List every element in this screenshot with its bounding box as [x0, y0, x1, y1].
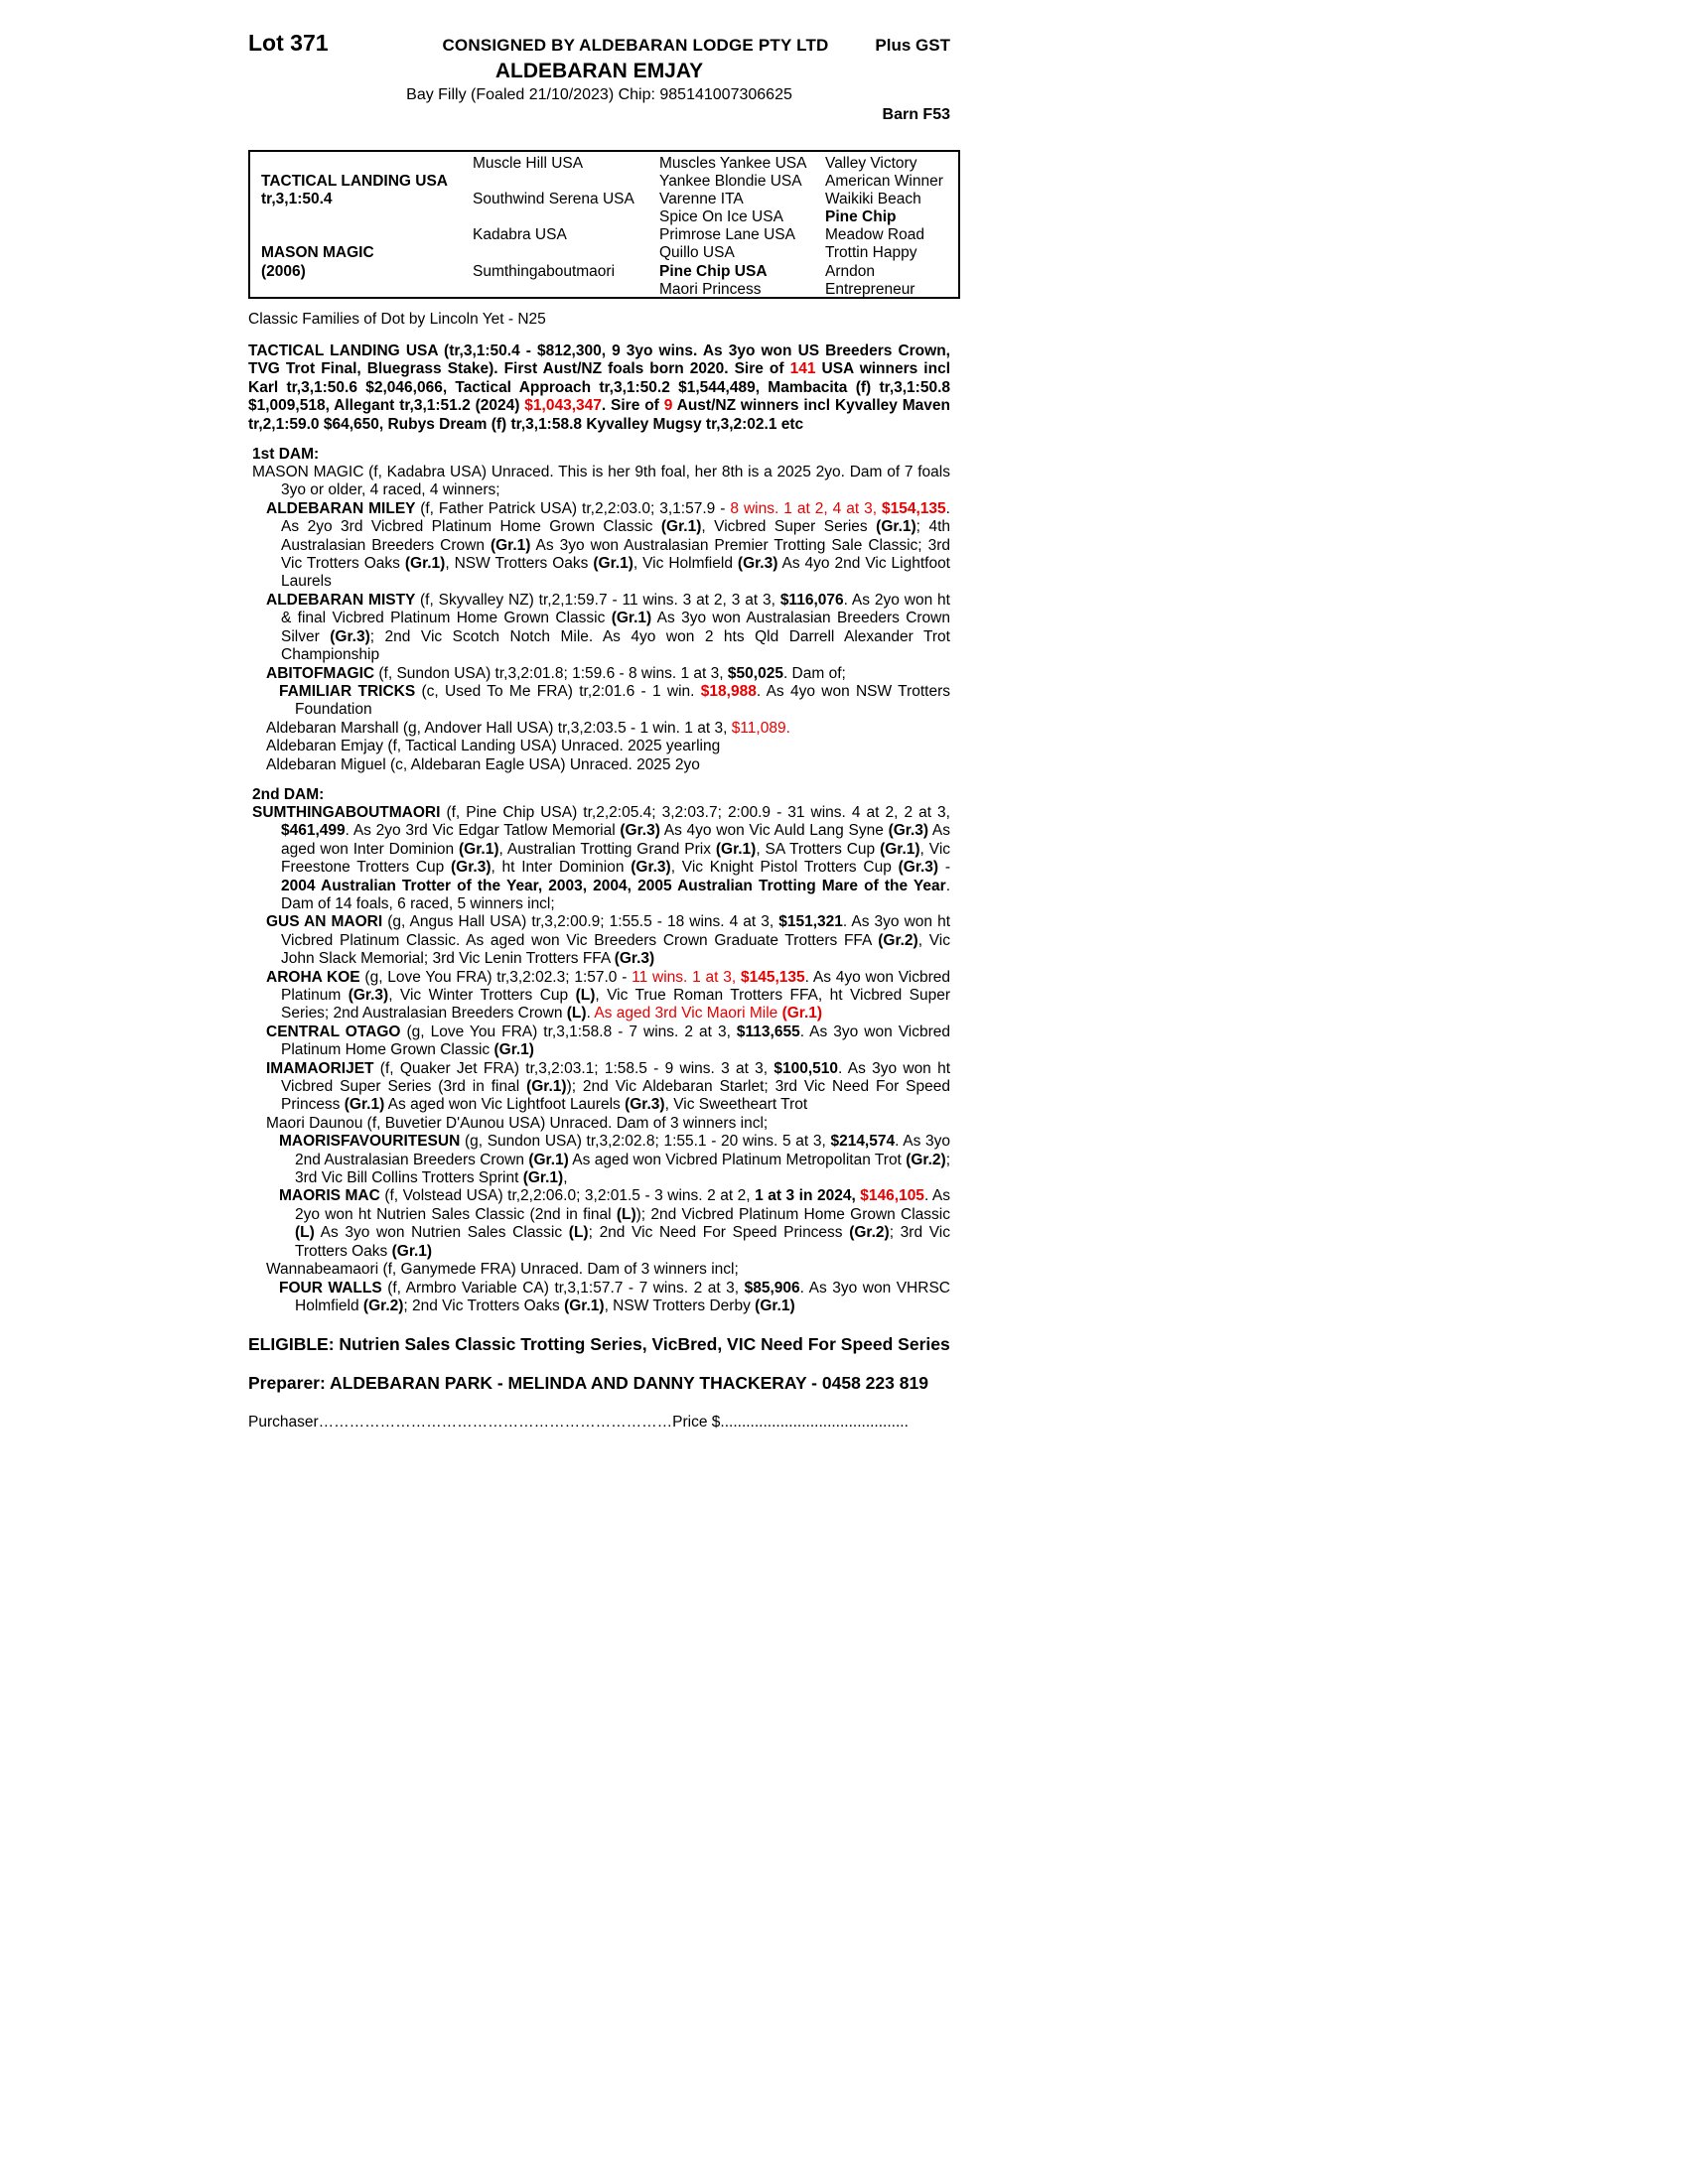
text-segment: , ht Inter Dominion: [491, 859, 632, 877]
text-segment: (Gr.1): [528, 1151, 569, 1168]
text-segment: 11 wins. 1 at 3,: [632, 968, 741, 986]
horse-name: ALDEBARAN EMJAY: [494, 60, 704, 82]
text-segment: (L): [295, 1224, 315, 1242]
text-segment: (Gr.1): [660, 518, 702, 536]
text-segment: $214,574: [830, 1133, 896, 1151]
pedigree-cell: Quillo USA: [659, 244, 735, 262]
text-segment: (Gr.3): [898, 859, 939, 877]
text-segment: (Gr.1): [876, 518, 916, 536]
progeny-entry: [248, 738, 950, 755]
text-segment: $18,988: [700, 682, 757, 700]
text-segment: (Gr.1): [344, 1096, 385, 1114]
text-segment: $50,025: [727, 664, 783, 682]
text-segment: (Gr.3): [330, 627, 370, 645]
text-segment: . As 4yo won Vicbred Platinum: [281, 968, 950, 1004]
text-segment: (Gr.1): [880, 840, 920, 858]
text-segment: IMAMAORIJET: [266, 1059, 380, 1077]
text-segment: , SA Trotters Cup: [756, 840, 881, 858]
text-segment: , Vic Freestone Trotters Cup: [281, 840, 951, 877]
text-segment: TACTICAL LANDING USA (tr,3,1:50.4 - $812,300, 9 3yo wins. As 3yo won US Breeders Crown, TVG Trot Final, Bluegrass Stake). First Aust/NZ foals born 2020. Sire of: [248, 342, 950, 378]
pedigree-table: [248, 150, 960, 299]
text-segment: As aged won Vicbred Platinum Metropolitan Trot: [568, 1151, 907, 1168]
pedigree-cell: Yankee Blondie USA: [659, 173, 802, 191]
progeny-entry: [248, 1280, 950, 1316]
first-dam-heading: 1st DAM:: [252, 446, 320, 464]
text-segment: SUMTHINGABOUTMAORI: [252, 803, 447, 821]
text-segment: . As 3yo won VHRSC Holmfield: [295, 1279, 950, 1314]
text-segment: Aldebaran Emjay (f, Tactical Landing USA) Unraced. 2025 yearling: [266, 738, 721, 755]
pedigree-cell: TACTICAL LANDING USA: [261, 173, 448, 191]
text-segment: AROHA KOE: [266, 968, 365, 986]
text-segment: (Gr.3): [625, 1096, 665, 1114]
text-segment: 2004 Australian Trotter of the Year, 2003, 2004, 2005 Australian Trotting Mare of the Year: [281, 877, 946, 894]
text-segment: $113,655: [736, 1023, 800, 1040]
text-segment: (Gr.3): [631, 859, 671, 877]
text-segment: . As 2yo won ht Nutrien Sales Classic (2nd in final: [295, 1187, 950, 1223]
pedigree-generation-2: [473, 155, 634, 299]
text-segment: , Vic True Roman Trotters FFA, ht Vicbred Super Series; 2nd Australasian Breeders Crown: [281, 987, 950, 1023]
text-segment: (Gr.1): [526, 1078, 567, 1096]
pedigree-cell: [473, 244, 634, 262]
progeny-entry: [248, 1060, 950, 1115]
pedigree-cell: Kadabra USA: [473, 226, 567, 244]
text-segment: . As 4yo won NSW Trotters Foundation: [295, 682, 950, 719]
second-dam-heading: 2nd DAM:: [252, 785, 325, 803]
text-segment: -: [938, 859, 951, 877]
text-segment: $145,135: [740, 968, 805, 986]
text-segment: . As 3yo won ht Vicbred Super Series (3rd in final: [281, 1059, 951, 1096]
text-segment: As aged 3rd Vic Maori Mile: [594, 1005, 782, 1023]
text-segment: 141: [789, 360, 816, 378]
text-segment: As 3yo won Australasian Breeders Crown Silver: [281, 610, 950, 645]
dam-entry: [248, 464, 950, 500]
text-segment: $146,105: [860, 1187, 924, 1205]
progeny-entry: [248, 720, 950, 738]
text-segment: (L): [568, 1224, 589, 1242]
text-segment: ); 2nd Vicbred Platinum Home Grown Classic: [635, 1205, 950, 1223]
gst-note: Plus GST: [875, 36, 950, 55]
text-segment: $461,499: [281, 822, 346, 840]
text-segment: 8 wins. 1 at 2, 4 at 3,: [730, 499, 883, 517]
text-segment: ALDEBARAN MISTY: [266, 591, 420, 609]
text-segment: $100,510: [774, 1059, 839, 1077]
text-segment: ; 2nd Vic Scotch Notch Mile. As 4yo won 2 hts Qld Darrell Alexander Trot Championship: [281, 627, 950, 664]
text-segment: (Gr.3): [614, 950, 655, 968]
text-segment: CENTRAL OTAGO: [266, 1023, 407, 1040]
purchaser-dotted-leader: ……………………………………………………………: [318, 1414, 673, 1432]
text-segment: (Gr.1): [404, 555, 446, 573]
pedigree-cell: Entrepreneur: [825, 280, 915, 298]
progeny-entry: [248, 665, 950, 683]
text-segment: ELIGIBLE: Nutrien Sales Classic Trotting Series, VicBred, VIC Need For Speed Series: [248, 1334, 950, 1355]
text-segment: , Vic Holmfield: [633, 555, 738, 573]
text-segment: 9: [663, 397, 673, 415]
text-segment: . Dam of;: [782, 664, 846, 682]
progeny-entry: [248, 1187, 950, 1261]
progeny-entry: [248, 969, 950, 1024]
pedigree-cell: Maori Princess: [659, 280, 762, 298]
text-segment: MAORIS MAC: [279, 1187, 385, 1205]
text-segment: (Gr.1): [564, 1297, 605, 1314]
eligibility-statement: [248, 1333, 950, 1355]
text-segment: , Vic Winter Trotters Cup: [388, 987, 576, 1004]
text-segment: , Vicbred Super Series: [701, 518, 877, 536]
pedigree-cell: [473, 208, 634, 226]
text-segment: (f, Pine Chip USA) tr,2,2:05.4; 3,2:03.7; 2:00.9 - 31 wins. 4 at 2, 2 at 3,: [446, 803, 950, 821]
lot-number: Lot 371: [248, 30, 329, 56]
text-segment: (Gr.3): [737, 555, 778, 573]
text-segment: $85,906: [744, 1279, 800, 1297]
pedigree-cell: Southwind Serena USA: [473, 191, 634, 208]
text-segment: (f, Skyvalley NZ) tr,2,1:59.7 - 11 wins. 3 at 2, 3 at 3,: [419, 591, 780, 609]
foal-description: Bay Filly (Foaled 21/10/2023) Chip: 985141007306625: [406, 86, 792, 103]
pedigree-cell: (2006): [261, 262, 306, 280]
text-segment: (g, Angus Hall USA) tr,3,2:00.9; 1:55.5 - 18 wins. 4 at 3,: [387, 913, 779, 931]
pedigree-cell: Muscle Hill USA: [473, 155, 584, 172]
text-segment: ; 4th Australasian Breeders Crown: [281, 518, 950, 554]
text-segment: . As 3yo won ht Vicbred Platinum Classic. As aged won Vic Breeders Crown Graduate Trotters FFA: [281, 913, 951, 949]
consignor-line: CONSIGNED BY ALDEBARAN LODGE PTY LTD: [442, 36, 829, 55]
progeny-entry: [248, 913, 950, 968]
text-segment: As 4yo 2nd Vic Lightfoot Laurels: [281, 555, 950, 591]
pedigree-cell: Varenne ITA: [659, 191, 744, 208]
pedigree-generation-4: [825, 155, 943, 299]
barn-number: Barn F53: [882, 106, 950, 123]
text-segment: Wannabeamaori (f, Ganymede FRA) Unraced. Dam of 3 winners incl;: [266, 1261, 739, 1279]
header: [248, 30, 950, 57]
text-segment: (Gr.2): [878, 931, 918, 949]
progeny-entry: [248, 756, 950, 774]
text-segment: As aged won Vic Lightfoot Laurels: [384, 1096, 626, 1114]
text-segment: . Dam of 14 foals, 6 raced, 5 winners incl;: [281, 877, 950, 912]
pedigree-cell: tr,3,1:50.4: [261, 191, 333, 208]
text-segment: (f, Armbro Variable CA) tr,3,1:57.7 - 7 wins. 2 at 3,: [387, 1279, 745, 1297]
text-segment: Aust/NZ winners incl Kyvalley Maven tr,2,1:59.0 $64,650, Rubys Dream (f) tr,3,1:58.8 Kyvalley Mugsy tr,3,2:02.1 etc: [248, 397, 950, 433]
text-segment: ; 3rd Vic Trotters Oaks: [295, 1224, 950, 1260]
pedigree-cell: Trottin Happy: [825, 244, 917, 262]
text-segment: (Gr.3): [620, 822, 660, 840]
pedigree-cell: Spice On Ice USA: [659, 208, 783, 226]
pedigree-cell: Muscles Yankee USA: [659, 155, 807, 172]
price-label: Price $: [672, 1414, 721, 1432]
pedigree-generation-3: [659, 155, 806, 299]
text-segment: (f, Sundon USA) tr,3,2:01.8; 1:59.6 - 8 wins. 1 at 3,: [378, 664, 728, 682]
text-segment: $11,089.: [731, 719, 790, 737]
pedigree-cell: [473, 173, 634, 191]
pedigree-cell: [473, 281, 634, 299]
text-segment: (Gr.1): [593, 555, 633, 573]
family-note: Classic Families of Dot by Lincoln Yet - N25: [248, 311, 546, 328]
sire-summary-paragraph: [248, 342, 950, 434]
text-segment: , Australian Trotting Grand Prix: [498, 840, 716, 858]
text-segment: (Gr.3): [348, 987, 389, 1004]
text-segment: (Gr.2): [362, 1297, 404, 1314]
text-segment: ); 2nd Vic Aldebaran Starlet; 3rd Vic Need For Speed Princess: [281, 1078, 950, 1114]
text-segment: , Vic Sweetheart Trot: [664, 1096, 808, 1114]
text-segment: (g, Love You FRA) tr,3,1:58.8 - 7 wins. 2 at 3,: [406, 1023, 737, 1040]
text-segment: $151,321: [778, 913, 843, 931]
text-segment: (g, Sundon USA) tr,3,2:02.8; 1:55.1 - 20 wins. 5 at 3,: [464, 1133, 831, 1151]
text-segment: (Gr.1): [459, 840, 499, 858]
text-segment: (Gr.1): [391, 1242, 433, 1260]
text-segment: .: [586, 1005, 595, 1023]
text-segment: MAORISFAVOURITESUN: [279, 1133, 465, 1151]
pedigree-cell: Primrose Lane USA: [659, 226, 795, 244]
text-segment: FOUR WALLS: [279, 1279, 388, 1297]
pedigree-cell: Waikiki Beach: [825, 191, 921, 208]
text-segment: . As 3yo 2nd Australasian Breeders Crown: [295, 1133, 950, 1168]
lot-content: [248, 30, 950, 1432]
progeny-entry: [248, 500, 950, 592]
progeny-entry: [248, 1261, 950, 1279]
pedigree-cell: Pine Chip: [825, 208, 897, 226]
text-segment: $1,043,347: [524, 397, 602, 415]
progeny-entry: [248, 1024, 950, 1060]
text-segment: (Gr.1): [490, 536, 531, 554]
text-segment: . Sire of: [601, 397, 664, 415]
text-segment: (f, Volstead USA) tr,2,2:06.0; 3,2:01.5 - 3 wins. 2 at 2,: [384, 1187, 756, 1205]
text-segment: Aldebaran Miguel (c, Aldebaran Eagle USA) Unraced. 2025 2yo: [266, 755, 700, 773]
text-segment: As 4yo won Vic Auld Lang Syne: [659, 822, 889, 840]
text-segment: (Gr.2): [849, 1224, 890, 1242]
text-segment: (Gr.1): [755, 1297, 795, 1314]
pedigree-cell: [261, 208, 448, 226]
text-segment: (Gr.1): [611, 610, 652, 627]
text-segment: ABITOFMAGIC: [266, 664, 379, 682]
text-segment: . As 2yo 3rd Vicbred Platinum Home Grown Classic: [281, 499, 950, 536]
text-segment: (f, Father Patrick USA) tr,2,2:03.0; 3,1:57.9 -: [420, 499, 731, 517]
text-segment: Maori Daunou (f, Buvetier D'Aunou USA) Unraced. Dam of 3 winners incl;: [266, 1114, 769, 1132]
text-segment: ; 2nd Vic Need For Speed Princess: [588, 1224, 850, 1242]
text-segment: (L): [575, 987, 596, 1004]
pedigree-cell: Meadow Road: [825, 226, 924, 244]
text-segment: . As 2yo 3rd Vic Edgar Tatlow Memorial: [345, 822, 621, 840]
text-segment: GUS AN MAORI: [266, 913, 388, 931]
text-segment: (Gr.1): [781, 1005, 823, 1023]
text-segment: . As 2yo won ht & final Vicbred Platinum Home Grown Classic: [281, 591, 950, 627]
text-segment: FAMILIAR TRICKS: [279, 682, 422, 700]
price-dotted-leader: ............................................: [720, 1414, 909, 1432]
purchaser-price-line: [248, 1414, 950, 1432]
progeny-entry: [248, 592, 950, 665]
text-segment: ; 2nd Vic Trotters Oaks: [403, 1297, 565, 1314]
text-segment: (c, Used To Me FRA) tr,2:01.6 - 1 win.: [421, 682, 701, 700]
text-segment: , Vic John Slack Memorial; 3rd Vic Lenin Trotters FFA: [281, 931, 950, 968]
text-segment: , NSW Trotters Derby: [604, 1297, 756, 1314]
progeny-entry: [248, 1133, 950, 1187]
text-segment: MASON MAGIC (f, Kadabra USA) Unraced. This is her 9th foal, her 8th is a 2025 2yo. Dam of 7 foals 3yo or older, 4 raced, 4 winners;: [252, 464, 950, 499]
pedigree-cell: [261, 155, 448, 173]
text-segment: (Gr.1): [715, 840, 757, 858]
text-segment: 1 at 3 in 2024,: [755, 1187, 861, 1205]
text-segment: ; 3rd Vic Bill Collins Trotters Sprint: [295, 1151, 950, 1187]
pedigree-cell: MASON MAGIC: [261, 244, 374, 262]
text-segment: (Gr.2): [906, 1151, 946, 1168]
progeny-entry: [248, 1115, 950, 1133]
pedigree-cell: [261, 281, 448, 299]
pedigree-cell: [261, 226, 448, 244]
preparer-line: Preparer: ALDEBARAN PARK - MELINDA AND DANNY THACKERAY - 0458 223 819: [248, 1373, 928, 1394]
pedigree-cell: Pine Chip USA: [659, 262, 768, 280]
pedigree-cell: Sumthingaboutmaori: [473, 262, 616, 280]
progeny-entry: [248, 683, 950, 720]
text-segment: (Gr.3): [888, 822, 929, 840]
pedigree-cell: Arndon: [825, 262, 875, 280]
text-segment: ,: [563, 1169, 568, 1187]
dam-entry: [248, 804, 950, 913]
text-segment: As 3yo won Australasian Premier Trotting Sale Classic; 3rd Vic Trotters Oaks: [281, 536, 950, 573]
text-segment: (L): [566, 1005, 587, 1023]
text-segment: (f, Quaker Jet FRA) tr,3,2:03.1; 1:58.5 - 9 wins. 3 at 3,: [379, 1059, 774, 1077]
text-segment: (L): [616, 1205, 636, 1223]
text-segment: (Gr.1): [522, 1169, 564, 1187]
text-segment: , Vic Knight Pistol Trotters Cup: [670, 859, 899, 877]
text-segment: Aldebaran Marshall (g, Andover Hall USA) tr,3,2:03.5 - 1 win. 1 at 3,: [266, 719, 732, 737]
text-segment: (Gr.1): [493, 1041, 534, 1059]
pedigree-cell: American Winner: [825, 173, 943, 191]
text-segment: ALDEBARAN MILEY: [266, 499, 421, 517]
text-segment: . As 3yo won Vicbred Platinum Home Grown Classic: [281, 1023, 951, 1059]
pedigree-cell: Valley Victory: [825, 155, 917, 172]
text-segment: USA winners incl Karl tr,3,1:50.6 $2,046,066, Tactical Approach tr,3,1:50.2 $1,544,489, Mambacita (f) tr,3,1:50.8 $1,009,518, Allegant tr,3,1:51.2 (2024): [248, 360, 951, 415]
purchaser-label: Purchaser: [248, 1414, 319, 1432]
text-segment: (g, Love You FRA) tr,3,2:02.3; 1:57.0 -: [364, 968, 633, 986]
text-segment: , NSW Trotters Oaks: [445, 555, 594, 573]
text-segment: $154,135: [882, 499, 946, 517]
text-segment: (Gr.3): [451, 859, 492, 877]
text-segment: As aged won Inter Dominion: [281, 822, 951, 858]
pedigree-generation-1: [261, 155, 448, 299]
text-segment: $116,076: [779, 591, 844, 609]
text-segment: As 3yo won Nutrien Sales Classic: [314, 1224, 569, 1242]
